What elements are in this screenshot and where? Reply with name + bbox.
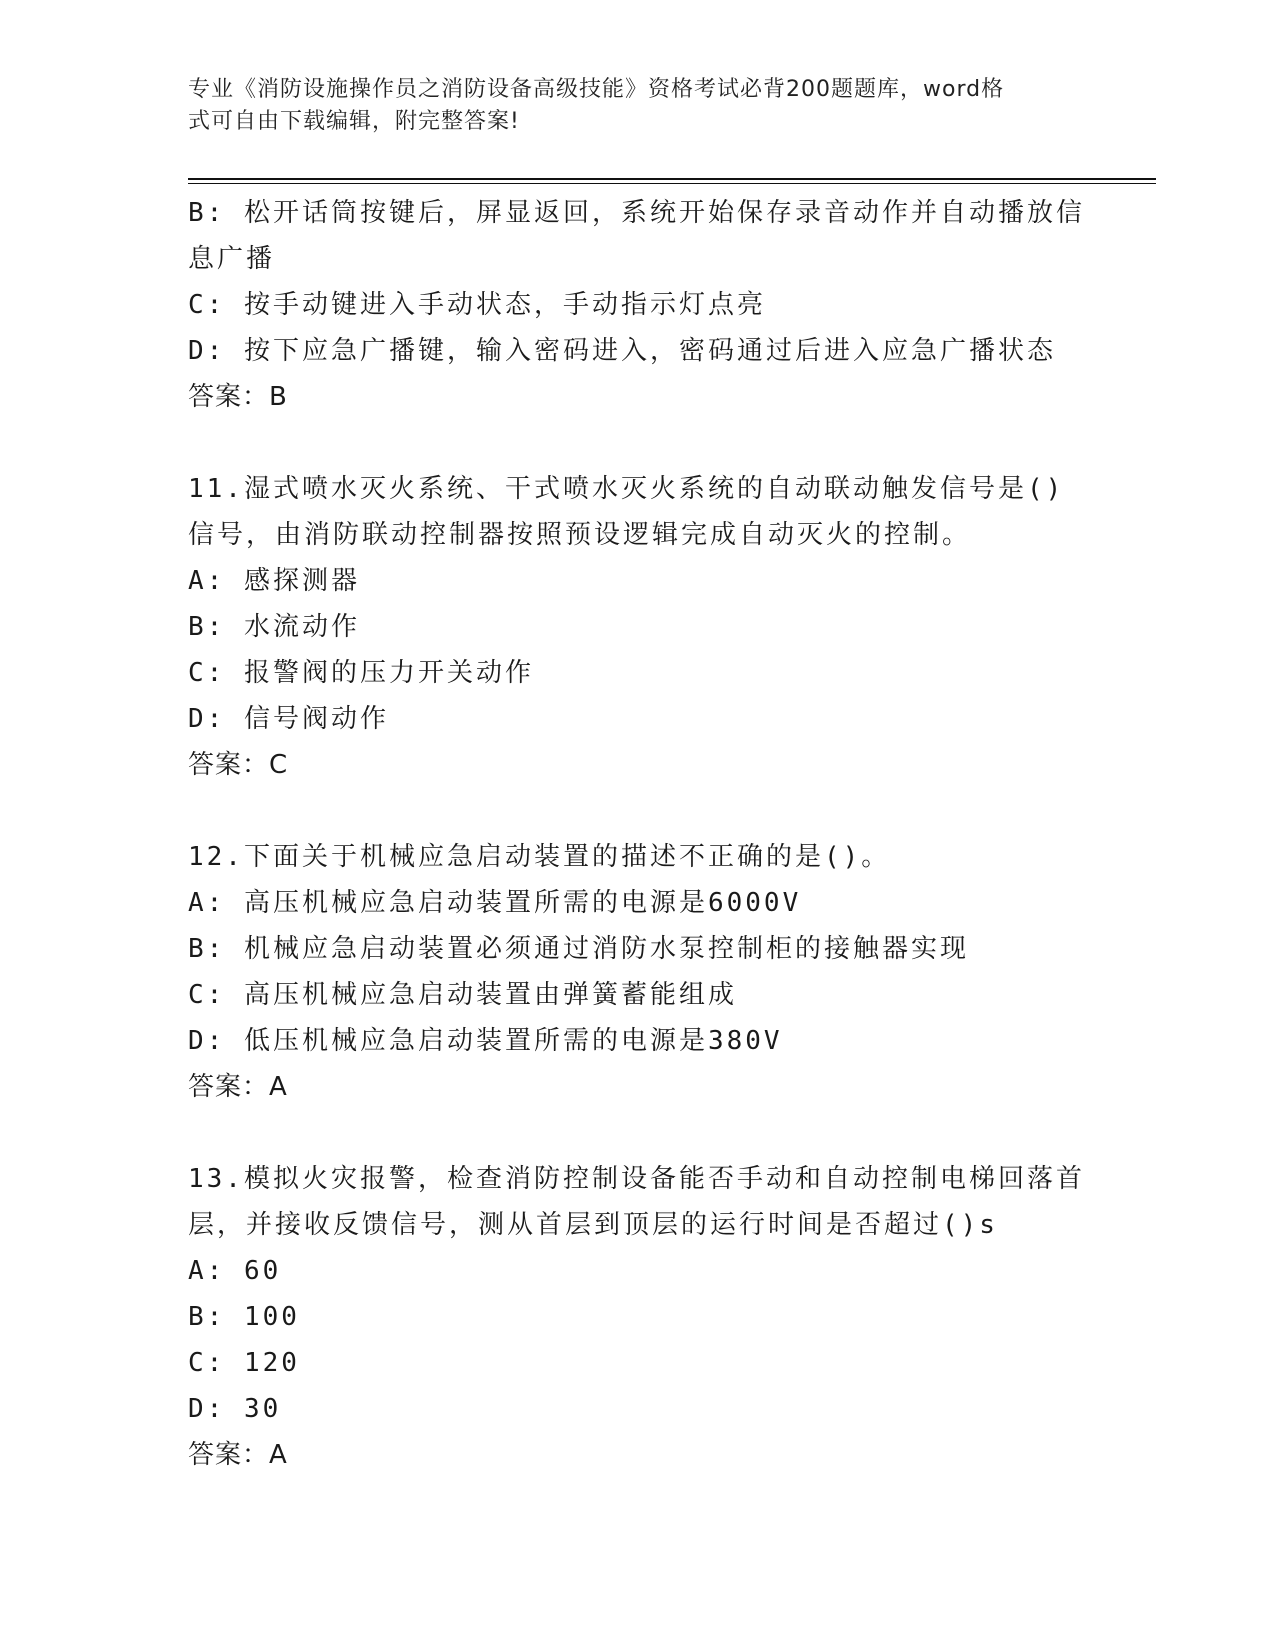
option-c: C: 120: [188, 1348, 300, 1378]
question-stem-line-1: 13.模拟火灾报警，检查消防控制设备能否手动和自动控制电梯回落首: [188, 1164, 1085, 1194]
option-a: A: 60: [188, 1256, 282, 1286]
option-c: C: 高压机械应急启动装置由弹簧蓄能组成: [188, 980, 737, 1010]
question-stem-line-1: 12.下面关于机械应急启动装置的描述不正确的是()。: [188, 842, 891, 872]
document-header: [188, 74, 1068, 138]
option-c: C: 报警阀的压力开关动作: [188, 658, 534, 688]
question-stem-line-1: 11.湿式喷水灭火系统、干式喷水灭火系统的自动联动触发信号是(): [188, 474, 1065, 504]
question-stem-line-2: 信号，由消防联动控制器按照预设逻辑完成自动灭火的控制。: [188, 520, 972, 550]
answer: 答案：A: [188, 1072, 288, 1102]
option-b-line-2: 息广播: [188, 244, 276, 274]
previous-question-block: [188, 190, 1088, 420]
option-b: B: 100: [188, 1302, 300, 1332]
option-b-line-1: B: 松开话筒按键后，屏显返回，系统开始保存录音动作并自动播放信: [188, 198, 1085, 228]
answer: 答案：C: [188, 750, 289, 780]
header-line-1: 专业《消防设施操作员之消防设备高级技能》资格考试必背200题题库，word格: [188, 77, 1005, 102]
question-list: [188, 190, 1088, 1478]
option-a: A: 高压机械应急启动装置所需的电源是6000V: [188, 888, 802, 918]
option-d: D: 低压机械应急启动装置所需的电源是380V: [188, 1026, 783, 1056]
option-d: D: 按下应急广播键，输入密码进入，密码通过后进入应急广播状态: [188, 336, 1056, 366]
option-b: B: 机械应急启动装置必须通过消防水泵控制柜的接触器实现: [188, 934, 969, 964]
question-stem-line-2: 层，并接收反馈信号，测从首层到顶层的运行时间是否超过()s: [188, 1210, 998, 1240]
option-a: A: 感探测器: [188, 566, 360, 596]
answer: 答案：B: [188, 382, 288, 412]
header-divider-thin: [188, 183, 1156, 184]
option-d: D: 信号阀动作: [188, 704, 389, 734]
header-divider-thick: [188, 178, 1156, 180]
question-11: [188, 466, 1088, 788]
option-c: C: 按手动键进入手动状态，手动指示灯点亮: [188, 290, 766, 320]
answer: 答案：A: [188, 1440, 288, 1470]
option-d: D: 30: [188, 1394, 282, 1424]
question-13: [188, 1156, 1088, 1478]
header-line-2: 式可自由下载编辑，附完整答案!: [188, 109, 520, 134]
option-b: B: 水流动作: [188, 612, 360, 642]
question-12: [188, 834, 1088, 1110]
